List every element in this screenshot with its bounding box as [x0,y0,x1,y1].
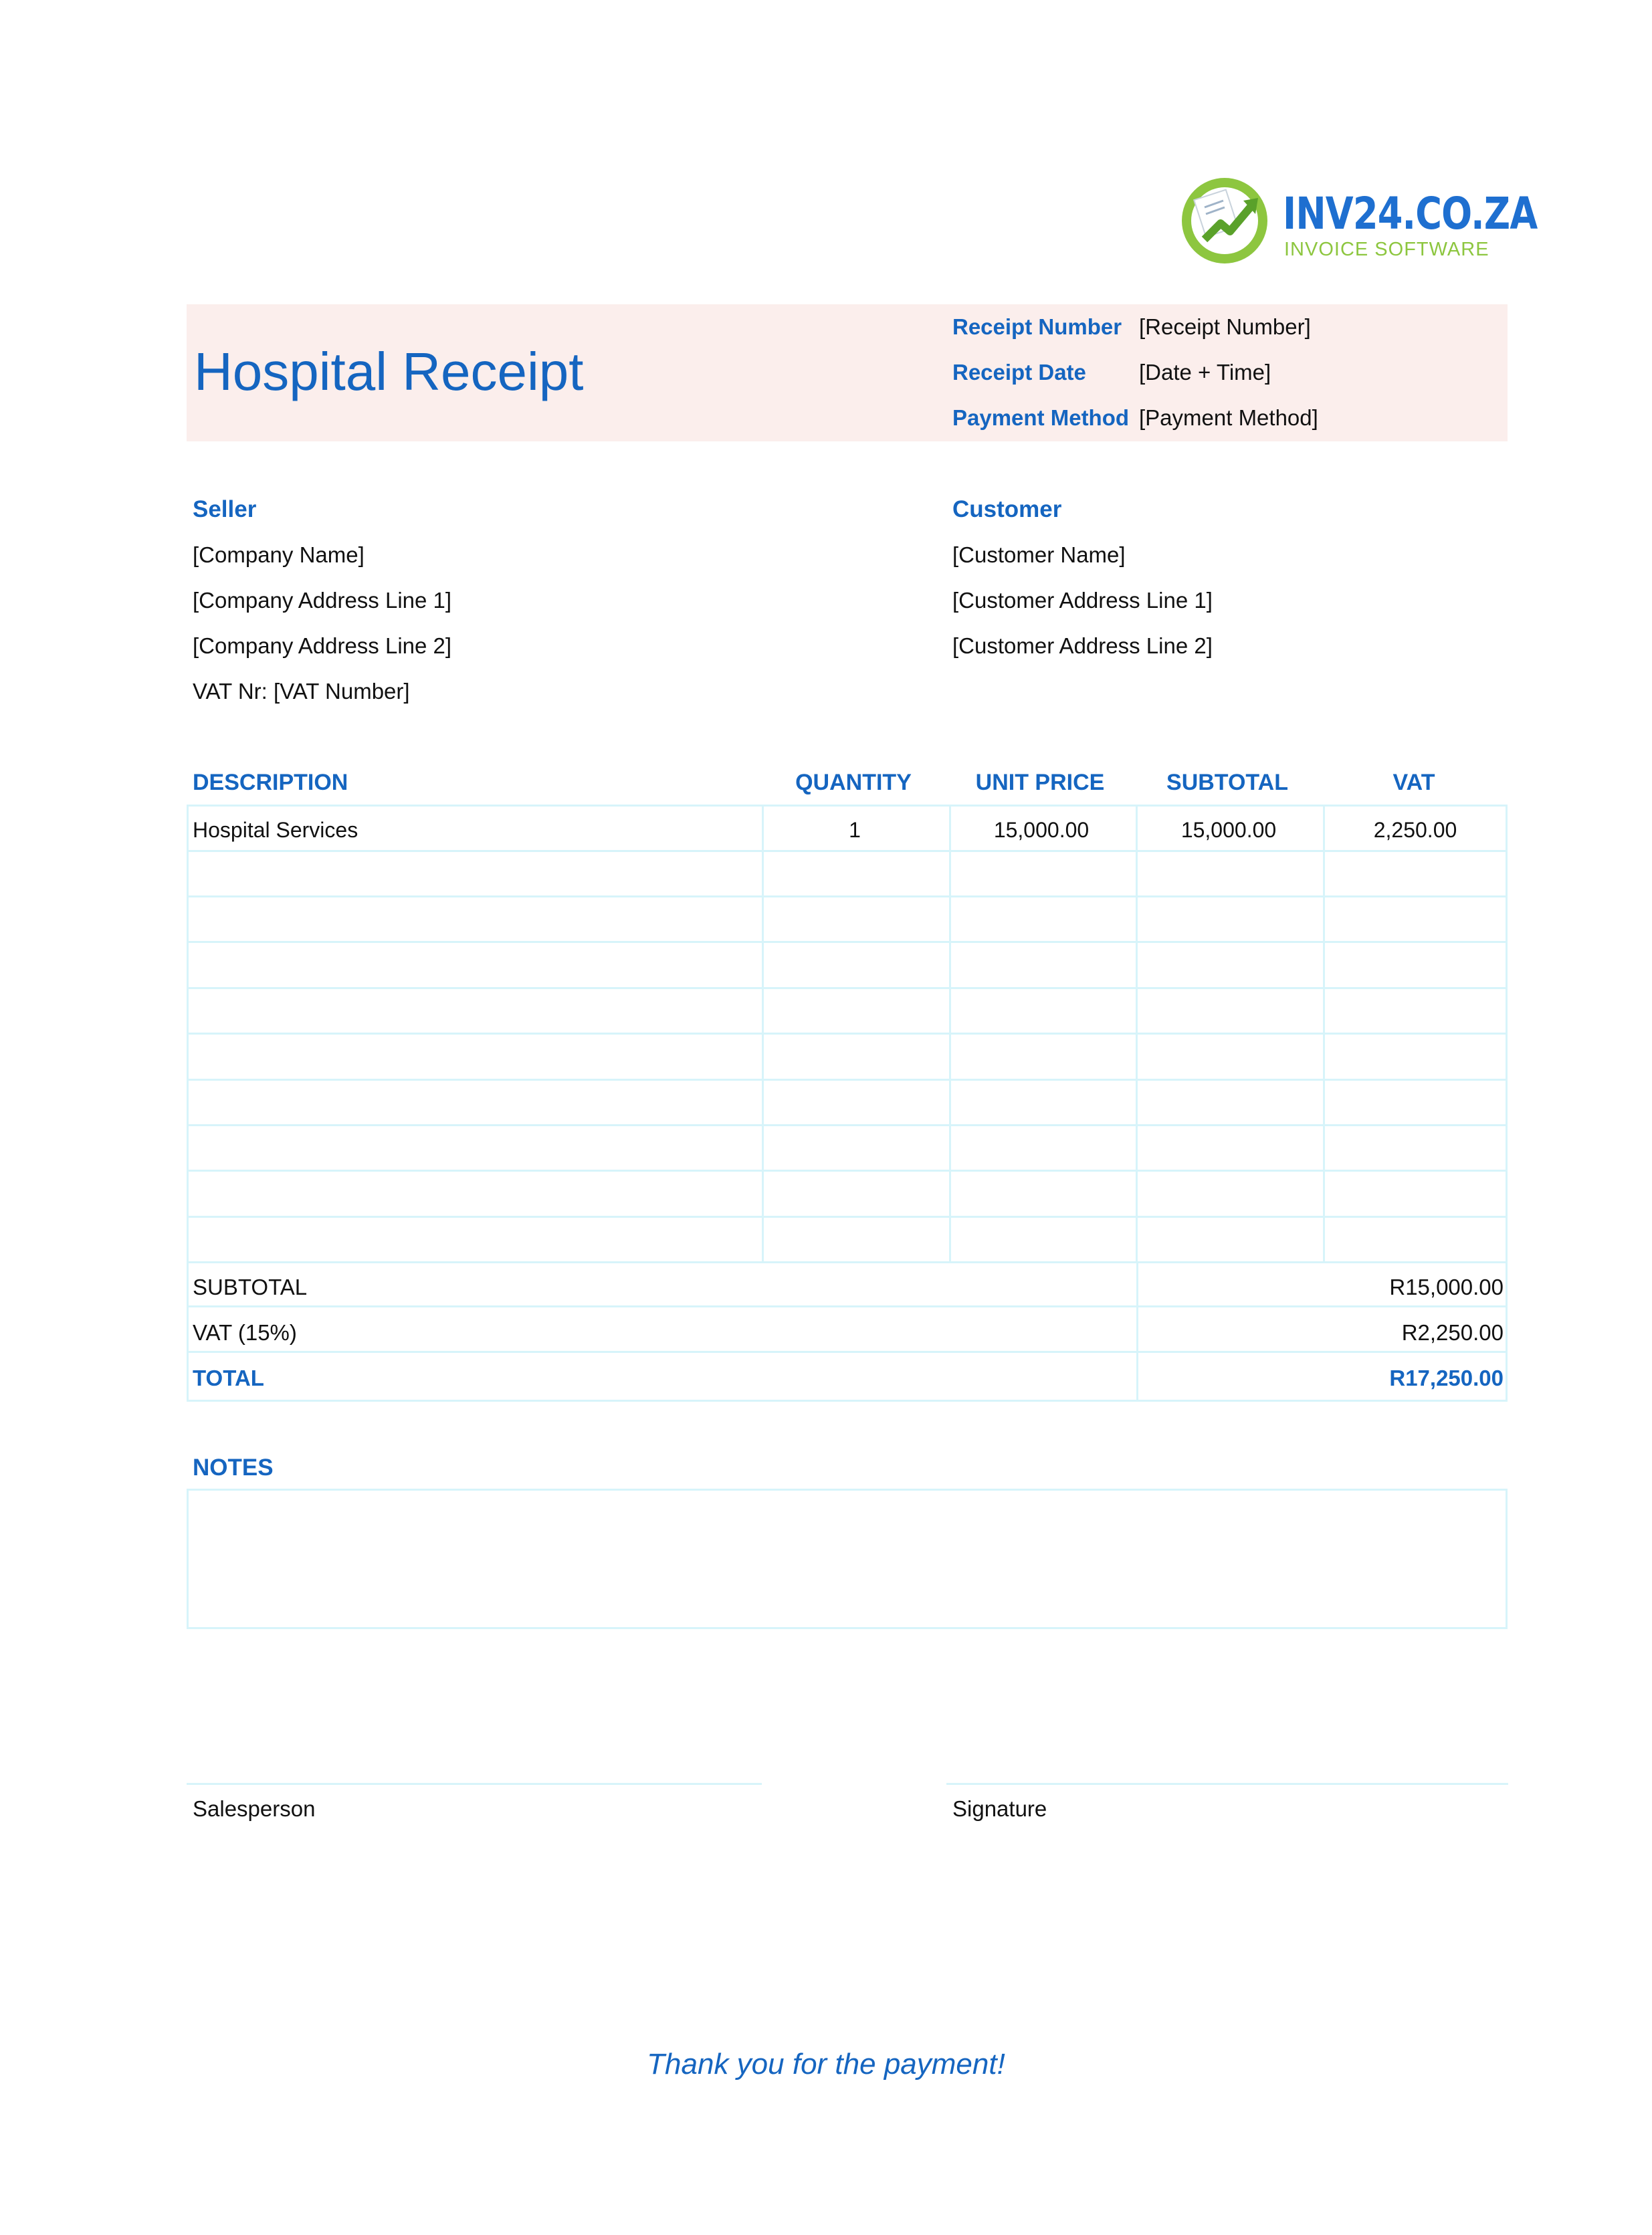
vat-value: R2,250.00 [1401,1320,1504,1345]
document-title: Hospital Receipt [194,342,584,401]
salesperson-label: Salesperson [193,1796,316,1821]
item-description: Hospital Services [193,818,358,842]
item-quantity: 1 [849,818,861,842]
customer-address-line-1: [Customer Address Line 1] [952,588,1213,613]
vat-label: VAT (15%) [193,1320,297,1345]
column-header-quantity: QUANTITY [795,770,912,795]
subtotal-label: SUBTOTAL [193,1275,308,1299]
item-vat: 2,250.00 [1373,818,1457,842]
column-header-description: DESCRIPTION [193,770,348,795]
seller-address-line-1: [Company Address Line 1] [193,588,452,613]
payment-method-value: [Payment Method] [1139,405,1318,430]
logo-name: INV24.CO.ZA [1283,188,1538,239]
thank-you-message: Thank you for the payment! [647,2048,1005,2081]
customer-address-line-2: [Customer Address Line 2] [952,633,1213,658]
logo-icon [1179,175,1270,266]
subtotal-value: R15,000.00 [1389,1275,1504,1299]
totals-box [187,1261,1508,1402]
seller-heading: Seller [193,496,257,522]
seller-vat-number: VAT Nr: [VAT Number] [193,679,410,704]
signature-line [946,1783,1508,1785]
signature-label: Signature [952,1796,1047,1821]
column-header-unit-price: UNIT PRICE [975,770,1105,795]
customer-name: [Customer Name] [952,542,1126,567]
receipt-number-value: [Receipt Number] [1139,314,1311,339]
item-subtotal: 15,000.00 [1180,818,1277,842]
notes-box [187,1489,1508,1629]
total-label: TOTAL [193,1366,264,1390]
seller-address-line-2: [Company Address Line 2] [193,633,452,658]
customer-heading: Customer [952,496,1062,522]
payment-method-label: Payment Method [952,405,1130,430]
column-header-subtotal: SUBTOTAL [1166,770,1288,795]
logo-tagline: INVOICE SOFTWARE [1284,239,1489,260]
seller-company-name: [Company Name] [193,542,365,567]
receipt-number-label: Receipt Number [952,314,1122,339]
receipt-date-label: Receipt Date [952,360,1086,385]
column-header-vat: VAT [1392,770,1435,795]
notes-heading: NOTES [193,1455,274,1481]
item-unit-price: 15,000.00 [993,818,1090,842]
receipt-date-value: [Date + Time] [1139,360,1271,385]
salesperson-line [187,1783,762,1785]
items-table [187,805,1508,1263]
total-value: R17,250.00 [1389,1366,1504,1390]
